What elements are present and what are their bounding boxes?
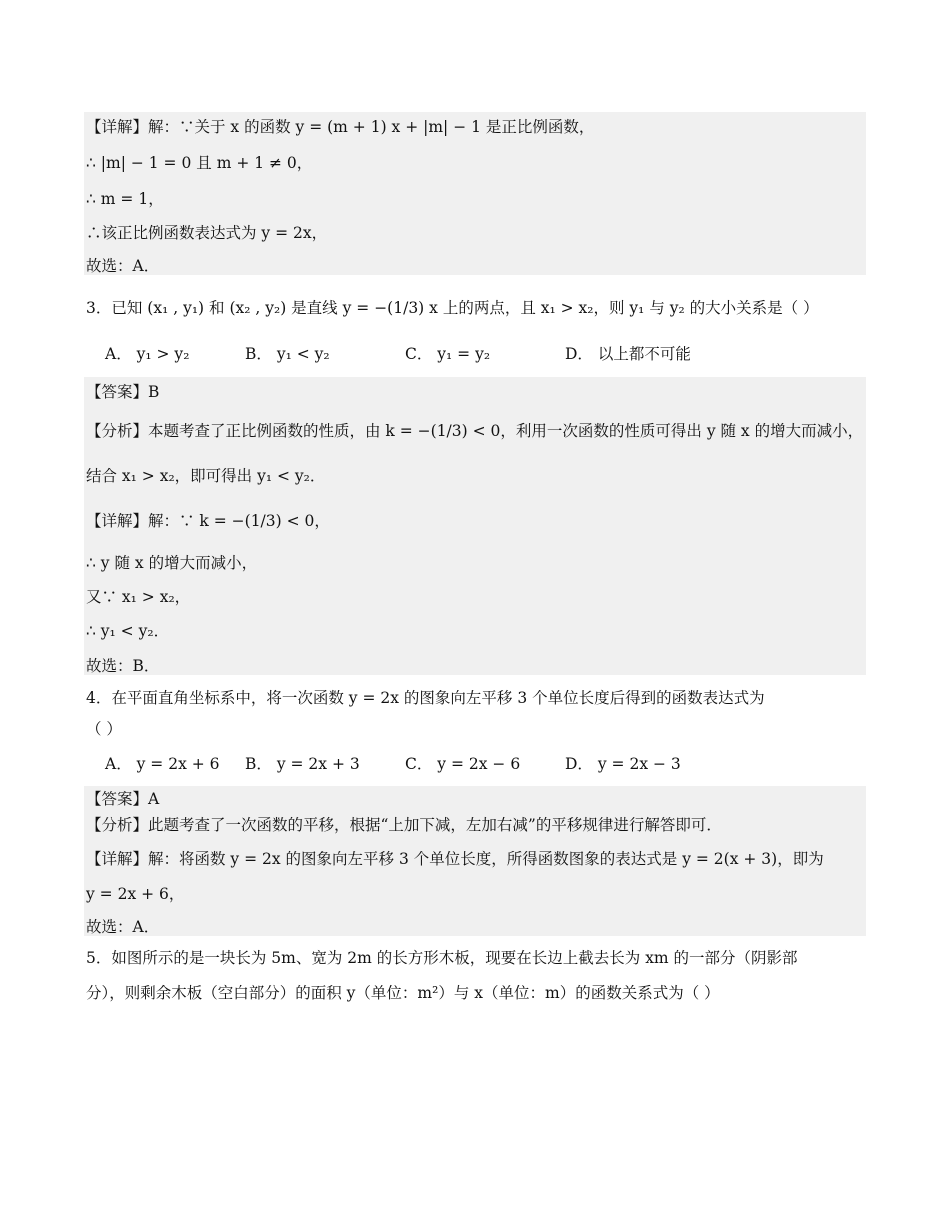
detail-line: ∴ y₁ < y₂．: [86, 622, 170, 640]
answer-line: 【答案】A: [86, 790, 160, 808]
answer-line: 【答案】B: [86, 383, 160, 401]
option-a: A． y = 2x + 6: [105, 755, 220, 773]
question-3-stem: 3．已知 (x₁ , y₁) 和 (x₂ , y₂) 是直线 y = −(1/3) x 上的两点，且 x₁ > x₂，则 y₁ 与 y₂ 的大小关系是（ ）: [86, 299, 819, 317]
question-4-stem: 4．在平面直角坐标系中，将一次函数 y = 2x 的图象向左平移 3 个单位长度后得到的函数表达式为: [86, 689, 765, 707]
analysis-line: 【分析】本题考查了正比例函数的性质，由 k = −(1/3) < 0，利用一次函数的性质可得出 y 随 x 的增大而减小，: [86, 422, 864, 440]
analysis-line: 【分析】此题考查了一次函数的平移，根据“上加下减，左加右减”的平移规律进行解答即可．: [86, 816, 722, 834]
option-c: C． y = 2x − 6: [405, 755, 521, 773]
solution-line: ∴ |m| − 1 = 0 且 m + 1 ≠ 0，: [86, 154, 313, 172]
question-4-options: [0, 752, 950, 776]
detail-line: 【详解】解：∵ k = −(1/3) < 0，: [86, 512, 330, 530]
option-b: B． y₁ < y₂: [245, 345, 330, 363]
analysis-line: 结合 x₁ > x₂，即可得出 y₁ < y₂．: [86, 467, 326, 485]
solution-line: ∴该正比例函数表达式为 y = 2x，: [86, 224, 328, 242]
detail-line: y = 2x + 6，: [86, 885, 185, 903]
question-5-stem: 5．如图所示的是一块长为 5m、宽为 2m 的长方形木板，现要在长边上截去长为 xm 的一部分（阴影部: [86, 949, 798, 967]
question-3-options: [0, 342, 950, 366]
option-c: C． y₁ = y₂: [405, 345, 491, 363]
solution-line: 故选：A．: [86, 257, 160, 275]
option-d: D． 以上都不可能: [565, 345, 691, 363]
question-5-stem: 分），则剩余木板（空白部分）的面积 y（单位：m²）与 x（单位：m）的函数关系式为（ ）: [86, 984, 720, 1002]
option-b: B． y = 2x + 3: [245, 755, 360, 773]
solution-line: 【详解】解：∵关于 x 的函数 y = (m + 1) x + |m| − 1 是正比例函数，: [86, 118, 595, 136]
choose-line: 故选：A．: [86, 918, 160, 936]
choose-line: 故选：B．: [86, 657, 160, 675]
option-a: A． y₁ > y₂: [105, 345, 190, 363]
detail-line: 又∵ x₁ > x₂，: [86, 588, 191, 606]
solution-line: ∴ m = 1，: [86, 190, 164, 208]
detail-line: ∴ y 随 x 的增大而减小，: [86, 554, 258, 572]
question-4-stem-blank: （ ）: [86, 720, 122, 738]
option-d: D． y = 2x − 3: [565, 755, 681, 773]
detail-line: 【详解】解：将函数 y = 2x 的图象向左平移 3 个单位长度，所得函数图象的表达式是 y = 2(x + 3)，即为: [86, 850, 824, 868]
